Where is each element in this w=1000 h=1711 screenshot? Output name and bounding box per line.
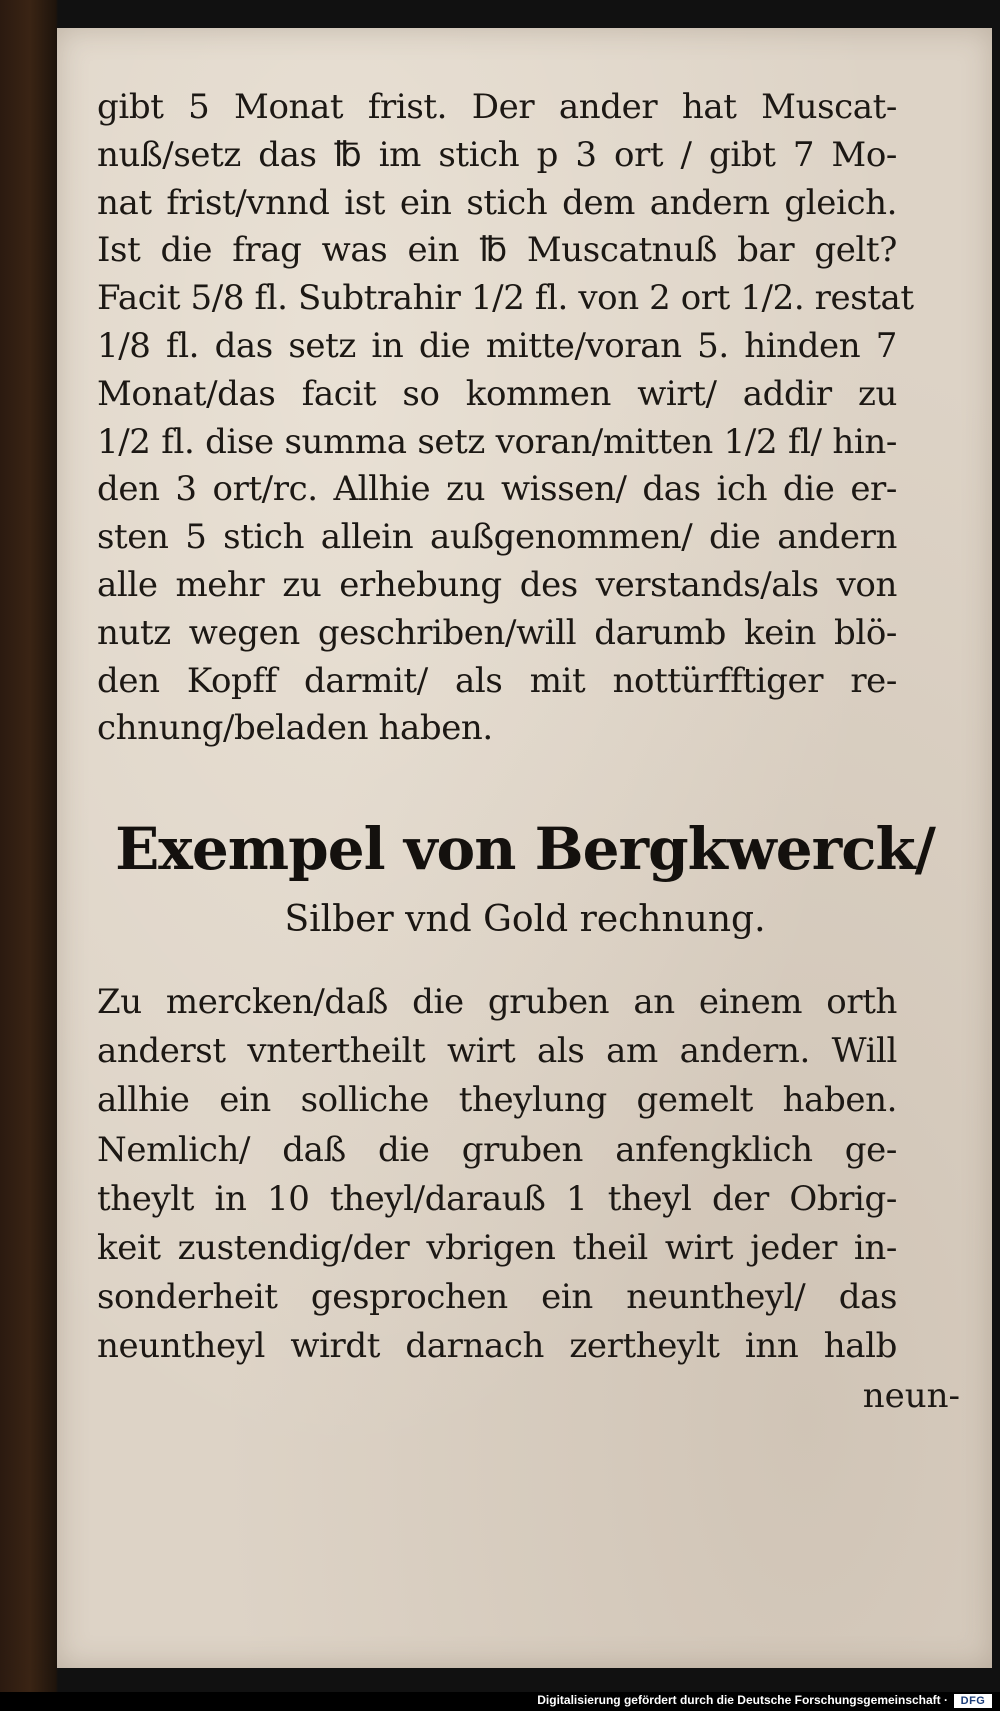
text-line: theylt in 10 theyl/darauß 1 theyl der Obrig-: [97, 1178, 897, 1219]
text-line: den Kopff darmit/ als mit nottürfftiger re-: [97, 660, 897, 701]
text-line: chnung/beladen haben.: [97, 708, 493, 749]
text-line: 1/8 fl. das setz in die mitte/voran 5. hinden 7: [97, 325, 897, 366]
paragraph-calculation: [97, 84, 914, 753]
section-subheading: Silber vnd Gold rechnung.: [284, 899, 766, 940]
text-line: sonderheit gesprochen ein neuntheyl/ das: [97, 1277, 897, 1318]
text-line: sten 5 stich allein außgenommen/ die andern: [97, 517, 897, 558]
text-line: anderst vntertheilt wirt als am andern. Will: [97, 1031, 897, 1072]
text-line: alle mehr zu erhebung des verstands/als von: [97, 564, 897, 605]
text-line: Nemlich/ daß die gruben anfengklich ge-: [97, 1129, 897, 1170]
funding-credit: Digitalisierung gefördert durch die Deutsche Forschungsgemeinschaft ·: [537, 1693, 948, 1707]
paragraph-mining-shares: [97, 978, 897, 1372]
text-line: Monat/das facit so kommen wirt/ addir zu: [97, 373, 897, 414]
text-line: allhie ein solliche theylung gemelt haben.: [97, 1080, 897, 1121]
text-line: Facit 5/8 fl. Subtrahir 1/2 fl. von 2 ort 1/2. restat: [97, 278, 914, 319]
text-line: Zu mercken/daß die gruben an einem orth: [97, 982, 897, 1022]
text-line: nat frist/vnnd ist ein stich dem andern gleich.: [97, 182, 897, 223]
text-line: neuntheyl wirdt darnach zertheylt inn halb: [97, 1326, 897, 1367]
text-line: nuß/setz das ℔ im stich p 3 ort / gibt 7 Mo-: [97, 134, 897, 175]
page-edge: [992, 0, 1000, 1711]
text-line: nutz wegen geschriben/will darumb kein blö-: [97, 612, 897, 653]
text-line: Ist die frag was ein ℔ Muscatnuß bar gelt?: [97, 230, 897, 271]
text-line: keit zustendig/der vbrigen theil wirt jeder in-: [97, 1228, 897, 1269]
text-line: gibt 5 Monat frist. Der ander hat Muscat-: [97, 87, 897, 127]
section-heading: Exempel von Bergkwerck/: [115, 815, 935, 883]
text-line: 1/2 fl. dise summa setz voran/mitten 1/2 fl/ hin-: [97, 421, 897, 462]
text-line: den 3 ort/rc. Allhie zu wissen/ das ich die er-: [97, 469, 897, 510]
dfg-logo-icon: DFG: [954, 1694, 992, 1708]
catchword: neun-: [862, 1376, 960, 1416]
